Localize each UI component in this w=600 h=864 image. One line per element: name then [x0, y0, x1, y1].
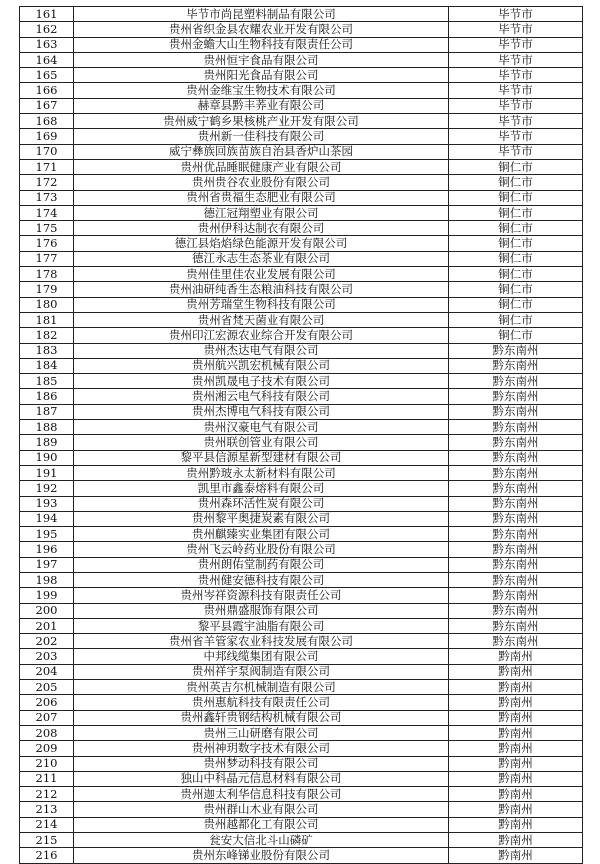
- table-row: [20, 83, 583, 98]
- region-name: 黔南州: [449, 848, 583, 863]
- table-row: [20, 7, 583, 22]
- table-row: [20, 420, 583, 435]
- company-name: 贵州惠航科技有限责任公司: [74, 695, 449, 710]
- region-name: 铜仁市: [449, 328, 583, 343]
- row-number: 205: [20, 680, 74, 695]
- row-number: 187: [20, 404, 74, 419]
- region-name: 黔东南州: [449, 588, 583, 603]
- region-name: 黔东南州: [449, 634, 583, 649]
- row-number: 203: [20, 649, 74, 664]
- company-name: 贵州迦太利华信息科技有限公司: [74, 787, 449, 802]
- table-row: [20, 328, 583, 343]
- region-name: 毕节市: [449, 144, 583, 159]
- row-number: 181: [20, 312, 74, 327]
- company-name: 瓮安大信北斗山磷矿: [74, 833, 449, 848]
- table-row: [20, 802, 583, 817]
- row-number: 207: [20, 710, 74, 725]
- table-row: [20, 159, 583, 174]
- region-name: 黔东南州: [449, 572, 583, 587]
- company-name: 贵州贵谷农业股份有限公司: [74, 175, 449, 190]
- row-number: 193: [20, 496, 74, 511]
- region-name: 黔东南州: [449, 511, 583, 526]
- region-name: 黔东南州: [449, 618, 583, 633]
- region-name: 黔南州: [449, 833, 583, 848]
- row-number: 186: [20, 389, 74, 404]
- table-row: [20, 542, 583, 557]
- table-row: [20, 190, 583, 205]
- row-number: 173: [20, 190, 74, 205]
- region-name: 黔东南州: [449, 603, 583, 618]
- table-row: [20, 343, 583, 358]
- region-name: 铜仁市: [449, 236, 583, 251]
- company-name: 贵州联创管业有限公司: [74, 435, 449, 450]
- row-number: 174: [20, 205, 74, 220]
- region-name: 毕节市: [449, 83, 583, 98]
- company-name: 贵州金维宝生物技术有限公司: [74, 83, 449, 98]
- company-name: 贵州三山研磨有限公司: [74, 725, 449, 740]
- company-name: 贵州麒臻实业集团有限公司: [74, 527, 449, 542]
- table-row: [20, 98, 583, 113]
- row-number: 206: [20, 695, 74, 710]
- row-number: 172: [20, 175, 74, 190]
- region-name: 黔东南州: [449, 404, 583, 419]
- row-number: 201: [20, 618, 74, 633]
- table-row: [20, 267, 583, 282]
- row-number: 189: [20, 435, 74, 450]
- table-row: [20, 282, 583, 297]
- company-name: 毕节市尚昆塑料制品有限公司: [74, 7, 449, 22]
- company-name: 贵州阳光食品有限公司: [74, 68, 449, 83]
- company-name: 贵州省贵福生态肥业有限公司: [74, 190, 449, 205]
- region-name: 铜仁市: [449, 282, 583, 297]
- company-name: 贵州越都化工有限公司: [74, 817, 449, 832]
- table-row: [20, 389, 583, 404]
- table-row: [20, 481, 583, 496]
- table-row: [20, 771, 583, 786]
- company-name: 贵州祥宇泵阀制造有限公司: [74, 664, 449, 679]
- table-row: [20, 588, 583, 603]
- table-row: [20, 496, 583, 511]
- region-name: 黔东南州: [449, 343, 583, 358]
- company-name: 贵州油研纯香生态粮油科技有限公司: [74, 282, 449, 297]
- company-name: 贵州威宁鹤乡果核桃产业开发有限公司: [74, 114, 449, 129]
- region-name: 黔南州: [449, 725, 583, 740]
- row-number: 171: [20, 159, 74, 174]
- row-number: 166: [20, 83, 74, 98]
- table-row: [20, 572, 583, 587]
- table-row: [20, 710, 583, 725]
- row-number: 216: [20, 848, 74, 863]
- region-name: 黔南州: [449, 741, 583, 756]
- region-name: 黔南州: [449, 695, 583, 710]
- row-number: 185: [20, 374, 74, 389]
- company-name: 贵州森环活性炭有限公司: [74, 496, 449, 511]
- row-number: 204: [20, 664, 74, 679]
- region-name: 黔南州: [449, 649, 583, 664]
- region-name: 黔东南州: [449, 481, 583, 496]
- table-row: [20, 725, 583, 740]
- company-name: 贵州岑祥资源科技有限责任公司: [74, 588, 449, 603]
- table-row: [20, 527, 583, 542]
- company-name: 独山中科晶元信息材料有限公司: [74, 771, 449, 786]
- company-name: 贵州新一佳科技有限公司: [74, 129, 449, 144]
- company-name: 贵州佳里佳农业发展有限公司: [74, 267, 449, 282]
- region-name: 铜仁市: [449, 251, 583, 266]
- row-number: 209: [20, 741, 74, 756]
- region-name: 黔东南州: [449, 527, 583, 542]
- company-name: 贵州群山木业有限公司: [74, 802, 449, 817]
- company-list-body: [20, 7, 583, 864]
- table-row: [20, 680, 583, 695]
- row-number: 194: [20, 511, 74, 526]
- table-row: [20, 312, 583, 327]
- region-name: 黔南州: [449, 802, 583, 817]
- region-name: 黔东南州: [449, 542, 583, 557]
- company-name: 贵州杰达电气有限公司: [74, 343, 449, 358]
- region-name: 铜仁市: [449, 267, 583, 282]
- company-name: 贵州朗佑堂制药有限公司: [74, 557, 449, 572]
- company-list-table: [19, 6, 583, 864]
- table-row: [20, 833, 583, 848]
- region-name: 毕节市: [449, 22, 583, 37]
- table-row: [20, 297, 583, 312]
- row-number: 163: [20, 37, 74, 52]
- company-name: 贵州湘云电气科技有限公司: [74, 389, 449, 404]
- row-number: 196: [20, 542, 74, 557]
- row-number: 170: [20, 144, 74, 159]
- region-name: 毕节市: [449, 98, 583, 113]
- company-name: 贵州金蟾大山生物科技有限责任公司: [74, 37, 449, 52]
- table-row: [20, 787, 583, 802]
- table-row: [20, 251, 583, 266]
- region-name: 黔南州: [449, 710, 583, 725]
- table-row: [20, 756, 583, 771]
- company-name: 贵州恒宇食品有限公司: [74, 52, 449, 67]
- table-row: [20, 374, 583, 389]
- company-name: 贵州黔玻永太新材料有限公司: [74, 465, 449, 480]
- region-name: 黔东南州: [449, 420, 583, 435]
- row-number: 184: [20, 358, 74, 373]
- region-name: 黔东南州: [449, 358, 583, 373]
- company-name: 黎平县信源星新型建材有限公司: [74, 450, 449, 465]
- table-row: [20, 114, 583, 129]
- region-name: 黔南州: [449, 664, 583, 679]
- table-row: [20, 236, 583, 251]
- company-name: 贵州航兴凯宏机械有限公司: [74, 358, 449, 373]
- region-name: 黔南州: [449, 771, 583, 786]
- table-row: [20, 817, 583, 832]
- row-number: 210: [20, 756, 74, 771]
- company-name: 贵州健安德科技有限公司: [74, 572, 449, 587]
- region-name: 铜仁市: [449, 297, 583, 312]
- region-name: 毕节市: [449, 52, 583, 67]
- company-name: 贵州优品睡眠健康产业有限公司: [74, 159, 449, 174]
- region-name: 黔南州: [449, 817, 583, 832]
- region-name: 黔东南州: [449, 450, 583, 465]
- company-name: 贵州英吉尔机械制造有限公司: [74, 680, 449, 695]
- row-number: 165: [20, 68, 74, 83]
- company-name: 德江永志生态茶业有限公司: [74, 251, 449, 266]
- row-number: 180: [20, 297, 74, 312]
- company-name: 贵州黎平奥捷炭素有限公司: [74, 511, 449, 526]
- row-number: 161: [20, 7, 74, 22]
- table-row: [20, 450, 583, 465]
- table-row: [20, 435, 583, 450]
- region-name: 毕节市: [449, 68, 583, 83]
- company-name: 贵州省羊管家农业科技发展有限公司: [74, 634, 449, 649]
- company-name: 贵州梦动科技有限公司: [74, 756, 449, 771]
- row-number: 195: [20, 527, 74, 542]
- company-name: 贵州省织金县农耀农业开发有限公司: [74, 22, 449, 37]
- row-number: 176: [20, 236, 74, 251]
- company-name: 贵州印江宏源农业综合开发有限公司: [74, 328, 449, 343]
- company-name: 贵州东峰锑业股份有限公司: [74, 848, 449, 863]
- table-row: [20, 22, 583, 37]
- region-name: 铜仁市: [449, 312, 583, 327]
- row-number: 164: [20, 52, 74, 67]
- region-name: 铜仁市: [449, 175, 583, 190]
- table-row: [20, 205, 583, 220]
- region-name: 黔南州: [449, 787, 583, 802]
- row-number: 208: [20, 725, 74, 740]
- company-name: 贵州省梵天菌业有限公司: [74, 312, 449, 327]
- row-number: 213: [20, 802, 74, 817]
- company-name: 威宁彝族回族苗族自治县香炉山茶园: [74, 144, 449, 159]
- row-number: 188: [20, 420, 74, 435]
- table-row: [20, 465, 583, 480]
- table-row: [20, 358, 583, 373]
- table-row: [20, 404, 583, 419]
- row-number: 202: [20, 634, 74, 649]
- row-number: 198: [20, 572, 74, 587]
- row-number: 162: [20, 22, 74, 37]
- region-name: 铜仁市: [449, 205, 583, 220]
- company-name: 赫章县黔丰荞业有限公司: [74, 98, 449, 113]
- region-name: 铜仁市: [449, 190, 583, 205]
- region-name: 黔东南州: [449, 557, 583, 572]
- row-number: 211: [20, 771, 74, 786]
- company-name: 贵州伊科达制衣有限公司: [74, 221, 449, 236]
- company-name: 贵州鼎盛服饰有限公司: [74, 603, 449, 618]
- table-row: [20, 129, 583, 144]
- region-name: 黔南州: [449, 756, 583, 771]
- company-name: 德江县焰焰绿色能源开发有限公司: [74, 236, 449, 251]
- row-number: 167: [20, 98, 74, 113]
- region-name: 黔东南州: [449, 389, 583, 404]
- row-number: 169: [20, 129, 74, 144]
- row-number: 179: [20, 282, 74, 297]
- table-row: [20, 221, 583, 236]
- company-name: 贵州飞云岭药业股份有限公司: [74, 542, 449, 557]
- row-number: 190: [20, 450, 74, 465]
- region-name: 黔东南州: [449, 374, 583, 389]
- table-row: [20, 695, 583, 710]
- company-name: 贵州神玥数字技术有限公司: [74, 741, 449, 756]
- region-name: 黔南州: [449, 680, 583, 695]
- region-name: 黔东南州: [449, 465, 583, 480]
- row-number: 212: [20, 787, 74, 802]
- row-number: 214: [20, 817, 74, 832]
- table-row: [20, 634, 583, 649]
- company-name: 贵州凯晟电子技术有限公司: [74, 374, 449, 389]
- row-number: 200: [20, 603, 74, 618]
- table-row: [20, 52, 583, 67]
- region-name: 毕节市: [449, 129, 583, 144]
- table-row: [20, 175, 583, 190]
- table-row: [20, 511, 583, 526]
- row-number: 197: [20, 557, 74, 572]
- table-row: [20, 603, 583, 618]
- row-number: 168: [20, 114, 74, 129]
- company-name: 德江冠翔塑业有限公司: [74, 205, 449, 220]
- row-number: 199: [20, 588, 74, 603]
- company-name: 中邦线缆集团有限公司: [74, 649, 449, 664]
- row-number: 215: [20, 833, 74, 848]
- table-row: [20, 68, 583, 83]
- company-name: 黎平县霞宇油脂有限公司: [74, 618, 449, 633]
- region-name: 铜仁市: [449, 159, 583, 174]
- region-name: 毕节市: [449, 7, 583, 22]
- region-name: 毕节市: [449, 37, 583, 52]
- company-name: 贵州鑫轩贵钢结构机械有限公司: [74, 710, 449, 725]
- table-row: [20, 649, 583, 664]
- table-row: [20, 741, 583, 756]
- company-name: 贵州芳瑞堂生物科技有限公司: [74, 297, 449, 312]
- row-number: 191: [20, 465, 74, 480]
- region-name: 毕节市: [449, 114, 583, 129]
- table-row: [20, 144, 583, 159]
- table-row: [20, 848, 583, 863]
- table-row: [20, 618, 583, 633]
- row-number: 177: [20, 251, 74, 266]
- row-number: 178: [20, 267, 74, 282]
- region-name: 铜仁市: [449, 221, 583, 236]
- row-number: 175: [20, 221, 74, 236]
- row-number: 183: [20, 343, 74, 358]
- company-name: 贵州杰博电气科技有限公司: [74, 404, 449, 419]
- table-row: [20, 664, 583, 679]
- table-row: [20, 557, 583, 572]
- company-name: 凯里市鑫泰熔料有限公司: [74, 481, 449, 496]
- table-row: [20, 37, 583, 52]
- row-number: 182: [20, 328, 74, 343]
- company-name: 贵州汉豪电气有限公司: [74, 420, 449, 435]
- region-name: 黔东南州: [449, 435, 583, 450]
- region-name: 黔东南州: [449, 496, 583, 511]
- row-number: 192: [20, 481, 74, 496]
